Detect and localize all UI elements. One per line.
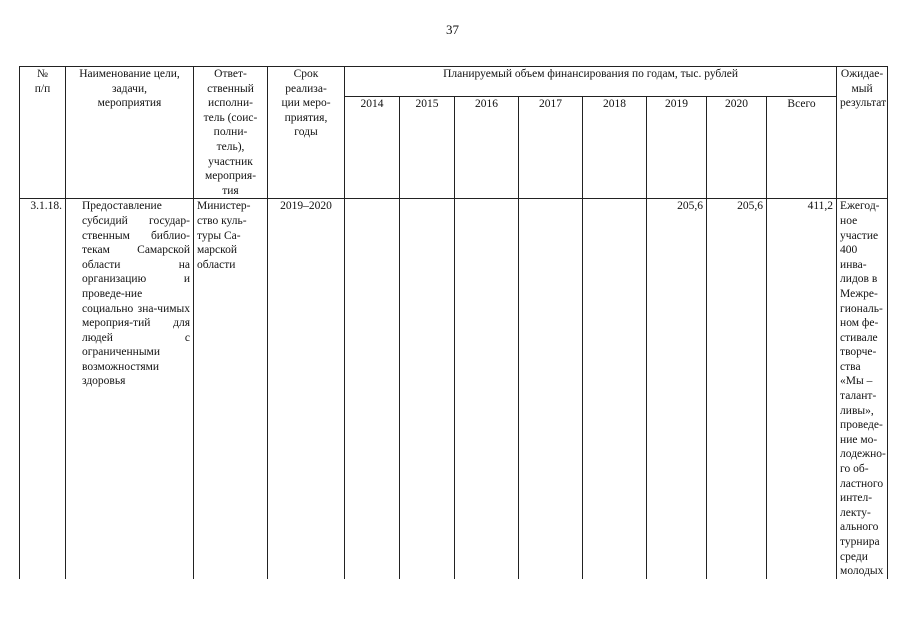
row-value-2017	[519, 199, 583, 579]
year-2017: 2017	[519, 96, 583, 199]
year-2018: 2018	[583, 96, 647, 199]
row-value-2014	[345, 199, 400, 579]
header-name: Наименование цели, задачи, мероприятия	[66, 67, 194, 199]
header-row-top	[20, 67, 888, 97]
year-2015: 2015	[400, 96, 455, 199]
year-2020: 2020	[707, 96, 767, 199]
row-value-2018	[583, 199, 647, 579]
header-term: Срок реализа- ции меро- приятия, годы	[268, 67, 345, 199]
row-value-2016	[455, 199, 519, 579]
row-value-total: 411,2	[767, 199, 837, 579]
year-total: Всего	[767, 96, 837, 199]
table-row	[20, 199, 888, 579]
header-financing: Планируемый объем финансирования по годам, тыс. рублей	[345, 67, 837, 97]
year-2019: 2019	[647, 96, 707, 199]
year-2014: 2014	[345, 96, 400, 199]
financing-table	[19, 66, 888, 579]
row-value-2020: 205,6	[707, 199, 767, 579]
row-term: 2019–2020	[268, 199, 345, 579]
row-name: Предоставление субсидий государ-ственным библио-текам Самарской области на организацию и проведе-ние социально зна-чимых мероприя-тий для людей с ограниченными возможностями здоровья	[66, 199, 194, 579]
year-2016: 2016	[455, 96, 519, 199]
page-number: 37	[446, 22, 459, 37]
header-num: № п/п	[20, 67, 66, 199]
row-executor: Министер-ство куль-туры Са-марской области	[194, 199, 268, 579]
row-num: 3.1.18.	[20, 199, 66, 579]
row-value-2019: 205,6	[647, 199, 707, 579]
header-executor: Ответ- ственный исполни- тель (соис- полни- тель), участник мероприя- тия	[194, 67, 268, 199]
row-value-2015	[400, 199, 455, 579]
header-result: Ожидае- мый результат	[837, 67, 888, 199]
row-result: Ежегод- ное участие 400 инва- лидов в Межре- гиональ- ном фе- стивале творче- ства «Мы – талант- ливы», проведе- ние мо- лодежно- го об- ластного интел- лекту- ального турнира среди молодых	[837, 199, 888, 579]
